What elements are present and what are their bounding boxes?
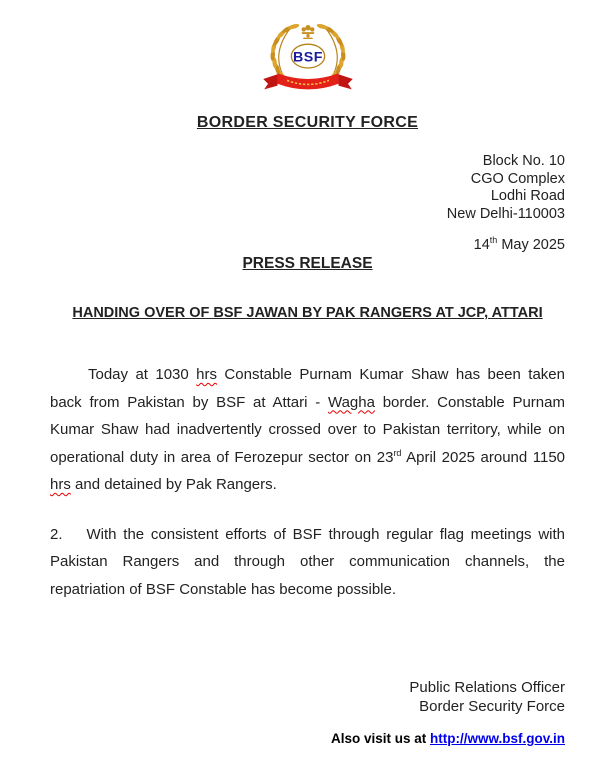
date-line: 14th May 2025 — [473, 235, 565, 253]
paragraph-2: 2. With the consistent efforts of BSF through regular flag meetings with Pakistan Rangers and through other communication channels, the repatriation of BSF Constable has become possible. — [50, 525, 565, 598]
visit-prefix: Also visit us at — [330, 731, 427, 746]
press-release-label: PRESS RELEASE — [242, 255, 373, 272]
svg-text:BSF: BSF — [292, 49, 323, 66]
org-title: BORDER SECURITY FORCE — [196, 114, 419, 131]
signature-block — [50, 679, 565, 716]
address-line: Block No. 10 — [482, 153, 565, 169]
misspelled-word: hrs — [50, 476, 71, 493]
address-block — [50, 153, 565, 223]
misspelled-word: hrs — [196, 366, 218, 383]
paragraph-1: Today at 1030 hrs Constable Purnam Kumar Shaw has been taken back from Pakistan by BSF at Attari - Wagha border. Constable Purnam Kumar Shaw had inadvertently crossed over to Pakistan territory, while on operational duty in area of Ferozepur sector on 23rd April 2025 around 1150 hrs and detained by Pak Rangers. — [50, 366, 565, 493]
date-ordinal: th — [489, 235, 498, 246]
address-line: Lodhi Road — [490, 188, 565, 204]
signature-line: Public Relations Officer — [409, 679, 565, 696]
address-line: CGO Complex — [470, 170, 565, 187]
visit-line — [50, 731, 565, 746]
website-link[interactable]: http://www.bsf.gov.in — [430, 731, 565, 746]
headline: HANDING OVER OF BSF JAWAN BY PAK RANGERS AT JCP, ATTARI — [72, 305, 543, 321]
misspelled-word: Wagha — [327, 393, 375, 411]
address-line: New Delhi-110003 — [446, 205, 565, 222]
signature-line: Border Security Force — [419, 697, 565, 715]
bsf-emblem-icon — [260, 18, 356, 98]
bsf-logo — [50, 18, 565, 102]
date-ordinal: rd — [393, 447, 402, 458]
paragraph-number: 2. — [50, 525, 63, 543]
